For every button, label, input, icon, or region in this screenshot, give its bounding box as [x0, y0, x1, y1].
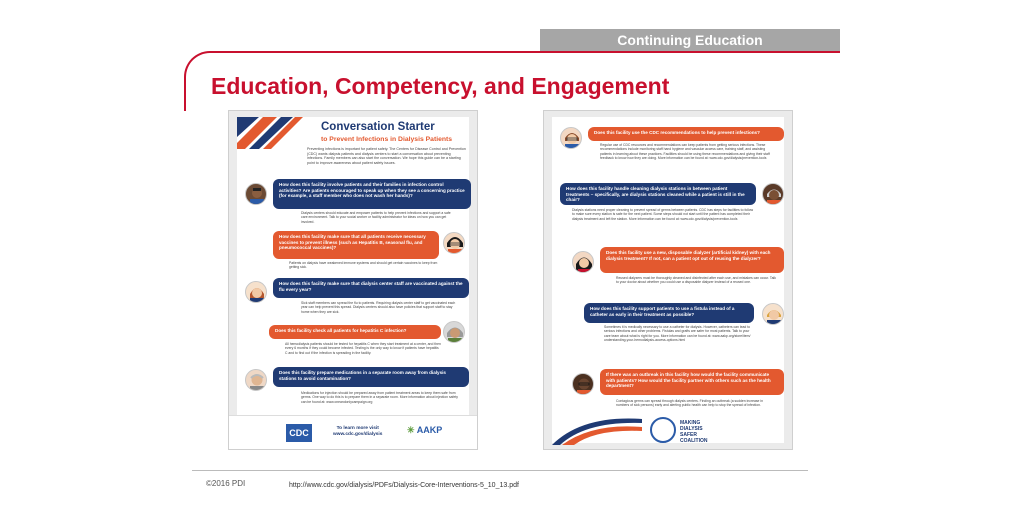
footer-divider: [192, 470, 808, 471]
footer-swoosh-graphic: [552, 415, 642, 445]
question-bubble: How does this facility make sure that all patients receive necessary vaccines to prevent illness (such as Hepatitis B, seasonal flu, and pneumococcal vaccines)?: [273, 231, 439, 259]
poster-right: [543, 110, 793, 450]
question-bubble: How does this facility make sure that dialysis center staff are vaccinated against the flu every year?: [273, 278, 469, 298]
question-bubble: Does this facility use the CDC recommendations to help prevent infections?: [588, 127, 784, 141]
coalition-seal-icon: [650, 417, 676, 443]
patient-face-icon: [443, 321, 465, 343]
header-graphic-rays: [237, 117, 317, 149]
question-bubble: Does this facility check all patients for hepatitis C infection?: [269, 325, 441, 339]
coalition-line: DIALYSIS: [680, 426, 703, 432]
copyright-text: ©2016 PDI: [206, 479, 246, 488]
cdc-logo: CDC: [285, 423, 313, 443]
learn-more-url: www.cdc.gov/dialysis: [333, 432, 383, 437]
poster-title: Conversation Starter: [321, 121, 435, 133]
aakp-logo: [407, 425, 442, 436]
patient-face-icon: [245, 281, 267, 303]
question-bubble: If there was an outbreak in this facility how would the facility communicate with patients? How would the facility partner with others such as the health department?: [600, 369, 784, 395]
answer-text: Patients on dialysis have weakened immune systems and should get certain vaccines to keep from getting sick.: [289, 261, 438, 270]
answer-text: All hemodialysis patients should be tested for hepatitis C when they start treatment at a center, and then every 6 months if they could become infected. Testing is the only way to know if patients have hepatitis C and to find out if the infection is spreading in the facility.: [285, 342, 441, 355]
coalition-logo-text: [680, 420, 708, 444]
poster-left: [228, 110, 478, 450]
answer-text: Reused dialyzers must be thoroughly cleaned and disinfected after each use, and mistakes can occur. Talk to your doctor about whether you could use a disposable dialyzer instead of a reused one.: [616, 276, 776, 285]
aakp-logo-text: AAKP: [416, 425, 443, 435]
patient-face-icon: [560, 127, 582, 149]
learn-more-text: [333, 426, 382, 438]
coalition-line: SAFER: [680, 432, 697, 438]
coalition-line: MAKING: [680, 420, 701, 426]
patient-face-icon: [762, 303, 784, 325]
slide-title: Education, Competency, and Engagement: [211, 73, 670, 99]
poster-subtitle: to Prevent Infections in Dialysis Patients: [321, 136, 453, 143]
patient-face-icon: [443, 232, 465, 254]
patient-face-icon: [245, 183, 267, 205]
source-url: http://www.cdc.gov/dialysis/PDFs/Dialysis-Core-Interventions-5_10_13.pdf: [289, 482, 519, 489]
question-bubble: Does this facility use a new, disposable dialyzer (artificial kidney) with each dialysis treatment? If not, can a patient opt out of reusing the dialyzer?: [600, 247, 784, 273]
learn-more-line: To learn more visit: [336, 426, 379, 431]
coalition-line: COALITION: [680, 438, 708, 444]
patient-face-icon: [245, 369, 267, 391]
answer-text: Dialysis stations need proper cleaning to prevent spread of germs between patients. CDC has steps for facilities to follow to make sure every station is safe for the next patient. Some steps should not start until the patient has completed their dialysis treatment and left the station. More information can be found at: www.cdc.gov/dialysis/prevention-tools: [572, 208, 754, 221]
poster-intro: Preventing infections is important for patient safety. The Centers for Disease Control and Prevention (CDC) wants dialysis patients and dialysis centers to start a conversation about preventing infections. Family members can also start the conversation. We hope this guide can be a starting point to improve awareness about patient safety issues.: [307, 147, 466, 165]
question-bubble: How does this facility involve patients and their families in infection control activities? Are patients encouraged to speak up when they see a concerning practice (for example, a staff member who does not wash her hands)?: [273, 179, 471, 209]
question-bubble: How does this facility support patients to use a fistula instead of a catheter as early in their treatment as possible?: [584, 303, 754, 323]
answer-text: Dialysis centers should educate and empower patients to help prevent infections and support a safe care environment. Talk to your social worker or facility administrator for ideas on how you can get involved.: [301, 211, 451, 224]
answer-text: Sick staff members can spread the flu to patients. Requiring dialysis center staff to get vaccinated each year can help prevent this spread. Dialysis centers should also have policies that support staff to stay home when they are sick.: [301, 301, 456, 314]
question-bubble: Does this facility prepare medications in a separate room away from dialysis stations to avoid contamination?: [273, 367, 469, 387]
patient-face-icon: [572, 373, 594, 395]
answer-text: Contagious germs can spread through dialysis centers. Finding an outbreak (a sudden increase in numbers of sick persons) early and alerting public health can help to stop the spread of infection.: [616, 399, 764, 408]
aakp-star-icon: ✳: [407, 425, 415, 435]
answer-text: Sometimes it is medically necessary to use a catheter for dialysis. However, catheters can lead to serious infections and other problems. Fistulas and grafts are safer for most patients. Talk to your care team about what is right for you. More information can be found at: www.aakp.org/store/item/ understanding-your-hemodialysis-access-options.html: [604, 325, 751, 343]
patient-face-icon: [762, 183, 784, 205]
answer-text: Medications for injection should be prepared away from patient treatment areas to keep them safe from germs. One way to do this is to prepare them in a separate room. More information about injection safety can be found at: www.oneandonlycampaign.org: [301, 391, 458, 404]
question-bubble: How does this facility handle cleaning dialysis stations in between patient treatments – specifically, are dialysis stations cleaned while a patient is still in the chair?: [560, 183, 756, 205]
continuing-education-tab: Continuing Education: [540, 29, 840, 51]
answer-text: Regular use of CDC resources and recommendations can keep patients from getting serious infections. These recommendations include monitoring staff hand hygiene and vascular access care, training staff, and assisting patients in learning about these practices. Facilities should be using these recommendations and giving their staff feedback to know how they are doing. More information can be found at: www.cdc.gov/dialysis/prevention-tools: [600, 143, 770, 161]
patient-face-icon: [572, 251, 594, 273]
